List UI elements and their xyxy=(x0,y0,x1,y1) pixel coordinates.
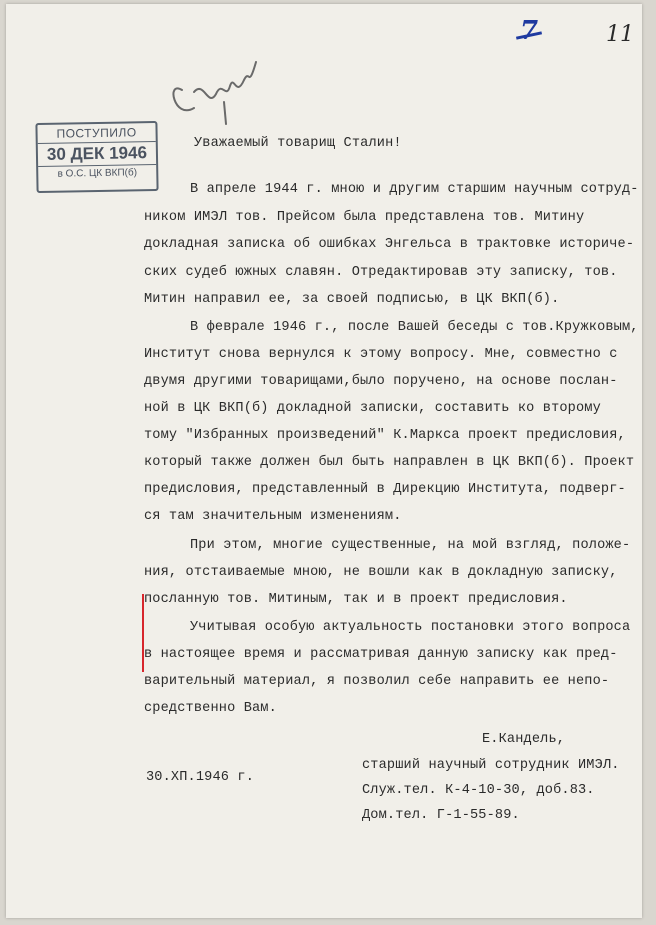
letter-line: В апреле 1944 г. мною и другим старшим научным сотруд- xyxy=(190,182,639,197)
letter-line: в настоящее время и рассматривая данную записку как пред- xyxy=(144,647,618,662)
letter-line: Институт снова вернулся к этому вопросу. Мне, совместно с xyxy=(144,347,618,362)
letter-date: 30.ХП.1946 г. xyxy=(146,770,254,785)
document-page xyxy=(6,4,642,918)
letter-line: ских судеб южных славян. Отредактировав эту записку, тов. xyxy=(144,265,618,280)
page-number: 11 xyxy=(606,22,634,47)
letter-line: тому "Избранных произведений" К.Маркса проект предисловия, xyxy=(144,428,626,443)
stamp-line-received: ПОСТУПИЛО xyxy=(56,125,137,141)
handwritten-mark: 7 xyxy=(520,16,539,46)
letter-line: двумя другими товарищами,было поручено, на основе послан- xyxy=(144,374,618,389)
letter-line: ной в ЦК ВКП(б) докладной записки, составить ко второму xyxy=(144,401,601,416)
letter-line: варительный материал, я позволил себе направить ее непо- xyxy=(144,674,610,689)
letter-line: Митин направил ее, за своей подписью, в ЦК ВКП(б). xyxy=(144,292,560,307)
home-phone: Дом.тел. Г-1-55-89. xyxy=(362,808,520,823)
work-phone: Служ.тел. К-4-10-30, доб.83. xyxy=(362,783,595,798)
letter-line: ником ИМЭЛ тов. Прейсом была представлена тов. Митину xyxy=(144,210,585,225)
letter-line: ся там значительным изменениям. xyxy=(144,509,402,524)
letter-line: посланную тов. Митиным, так и в проект предисловия. xyxy=(144,592,568,607)
stamp-line-department: в О.С. ЦК ВКП(б) xyxy=(57,167,138,180)
letter-line: При этом, многие существенные, на мой взгляд, положе- xyxy=(190,538,631,553)
received-stamp xyxy=(35,121,158,193)
letter-line: докладная записка об ошибках Энгельса в трактовке историче- xyxy=(144,237,635,252)
letter-line: средственно Вам. xyxy=(144,701,277,716)
author-position: старший научный сотрудник ИМЭЛ. xyxy=(362,758,620,773)
letter-line: В феврале 1946 г., после Вашей беседы с тов.Кружковым, xyxy=(190,320,639,335)
letter-line: который также должен был быть направлен в ЦК ВКП(б). Проект xyxy=(144,455,635,470)
salutation: Уважаемый товарищ Сталин! xyxy=(194,136,402,151)
letter-line: Учитывая особую актуальность постановки этого вопроса xyxy=(190,620,631,635)
stamp-line-date: 30 ДЕК 1946 xyxy=(38,141,156,167)
signature: Е.Кандель, xyxy=(482,732,566,747)
handwritten-note xyxy=(164,50,274,125)
letter-line: ния, отстаиваемые мною, не вошли как в докладную записку, xyxy=(144,565,618,580)
letter-line: предисловия, представленный в Дирекцию Института, подверг- xyxy=(144,482,626,497)
